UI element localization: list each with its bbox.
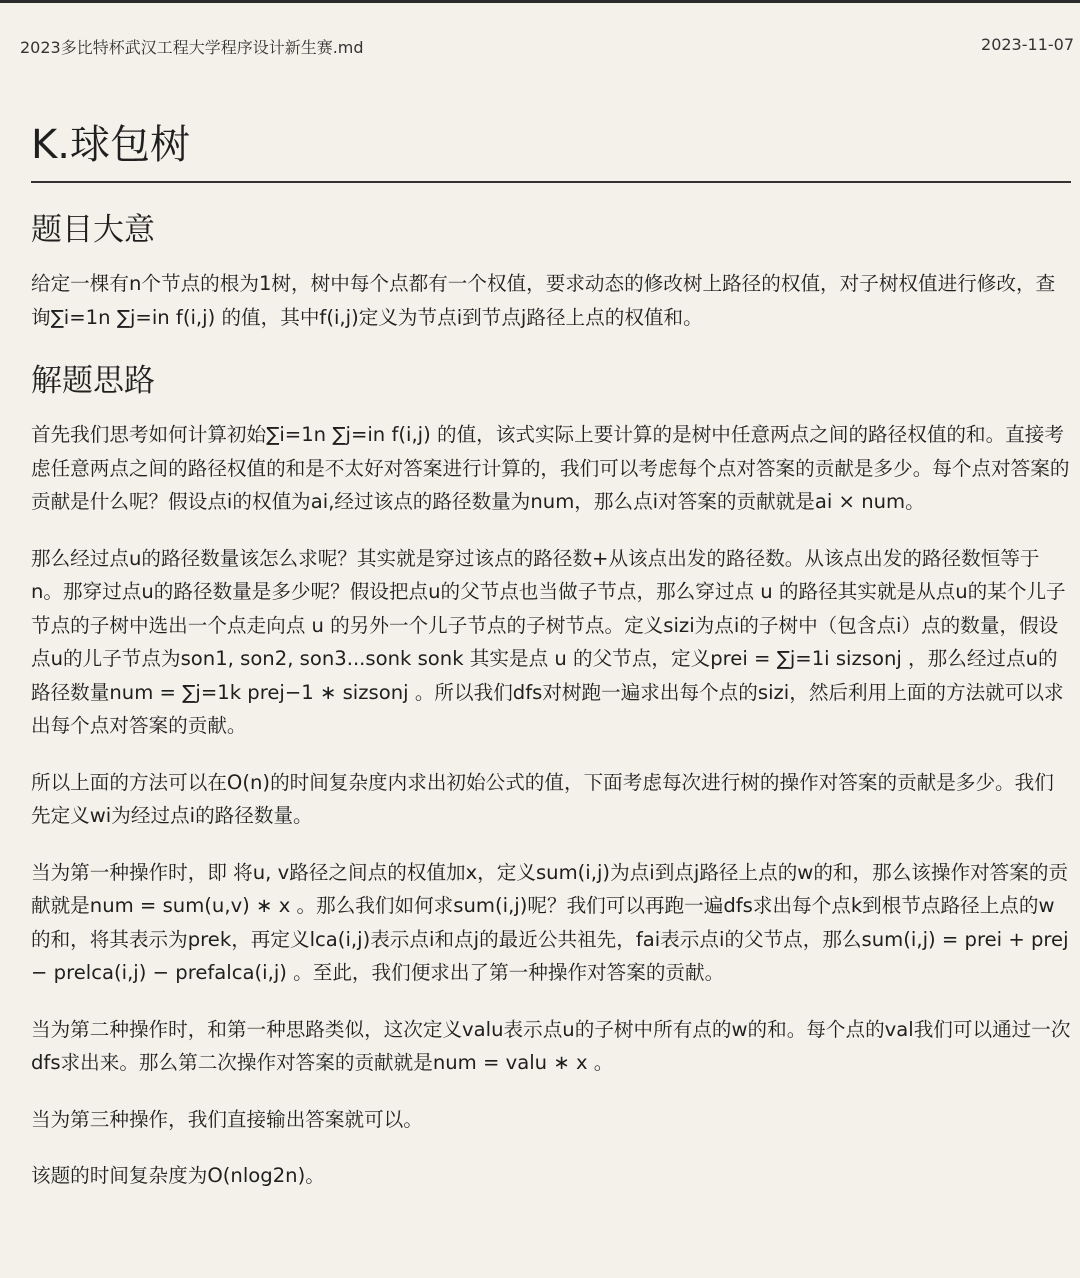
section-heading-solution: 解题思路 [31, 363, 155, 399]
paragraph-solution-6: 当为第三种操作，我们直接输出答案就可以。 [31, 1107, 423, 1131]
document-body [31, 115, 1071, 1216]
paragraph-solution-2: 那么经过点u的路径数量该怎么求呢？其实就是穿过该点的路径数+从该点出发的路径数。从该点出发的路径数恒等于n。那穿过点u的路径数量是多少呢？假设把点u的父节点也当做子节点，那么穿过点 u 的路径其实就是从点u的某个儿子节点的子树中选出一个点走向点 u 的另外一个儿子节点的子树节点。定义sizi为点i的子树中（包含点i）点的数量，假设点u的儿子节点为son1, son2, son3...sonk sonk 其实是点 u 的父节点，定义prei = ∑j=1i sizsonj ，那么经过点u的路径数量num = ∑j=1k prej−1 ∗ sizsonj 。所以我们dfs对树跑一遍求出每个点的sizi，然后利用上面的方法就可以求出每个点对答案的贡献。 [31, 546, 1066, 737]
print-date: 2023-11-07 [981, 35, 1074, 54]
paragraph-solution-3: 所以上面的方法可以在O(n)的时间复杂度内求出初始公式的值，下面考虑每次进行树的操作对答案的贡献是多少。我们先定义wi为经过点i的路径数量。 [31, 770, 1054, 827]
file-name: 2023多比特杯武汉工程大学程序设计新生赛.md [20, 38, 364, 57]
paragraph-solution-7: 该题的时间复杂度为O(nlog2n)。 [31, 1164, 325, 1187]
print-header [20, 35, 1074, 58]
page-title: K.球包树 [31, 115, 1071, 183]
paragraph-solution-1: 首先我们思考如何计算初始∑i=1n ∑j=in f(i,j) 的值，该式实际上要计算的是树中任意两点之间的路径权值的和。直接考虑任意两点之间的路径权值的和是不太好对答案进行计算的，我们可以考虑每个点对答案的贡献是多少。每个点对答案的贡献是什么呢？假设点i的权值为ai,经过该点的路径数量为num，那么点i对答案的贡献就是ai × num。 [31, 423, 1070, 513]
section-heading-summary: 题目大意 [31, 212, 155, 248]
paragraph-solution-4: 当为第一种操作时，即 将u, v路径之间点的权值加x，定义sum(i,j)为点i到点j路径上点的w的和，那么该操作对答案的贡献就是num = sum(u,v) ∗ x 。那么我们如何求sum(i,j)呢？我们可以再跑一遍dfs求出每个点k到根节点路径上点的w的和，将其表示为prek，再定义lca(i,j)表示点i和点j的最近公共祖先，fai表示点i的父节点，那么sum(i,j) = prei + prej − prelca(i,j) − prefalca(i,j) 。至此，我们便求出了第一种操作对答案的贡献。 [31, 860, 1069, 984]
paragraph-summary: 给定一棵有n个节点的根为1树，树中每个点都有一个权值，要求动态的修改树上路径的权值，对子树权值进行修改，查询∑i=1n ∑j=in f(i,j) 的值，其中f(i,j)定义为节点i到节点j路径上点的权值和。 [31, 272, 1056, 329]
paragraph-solution-5: 当为第二种操作时，和第一种思路类似，这次定义valu表示点u的子树中所有点的w的和。每个点的val我们可以通过一次dfs求出来。那么第二次操作对答案的贡献就是num = valu ∗ x 。 [31, 1017, 1071, 1074]
top-border [0, 0, 1080, 3]
